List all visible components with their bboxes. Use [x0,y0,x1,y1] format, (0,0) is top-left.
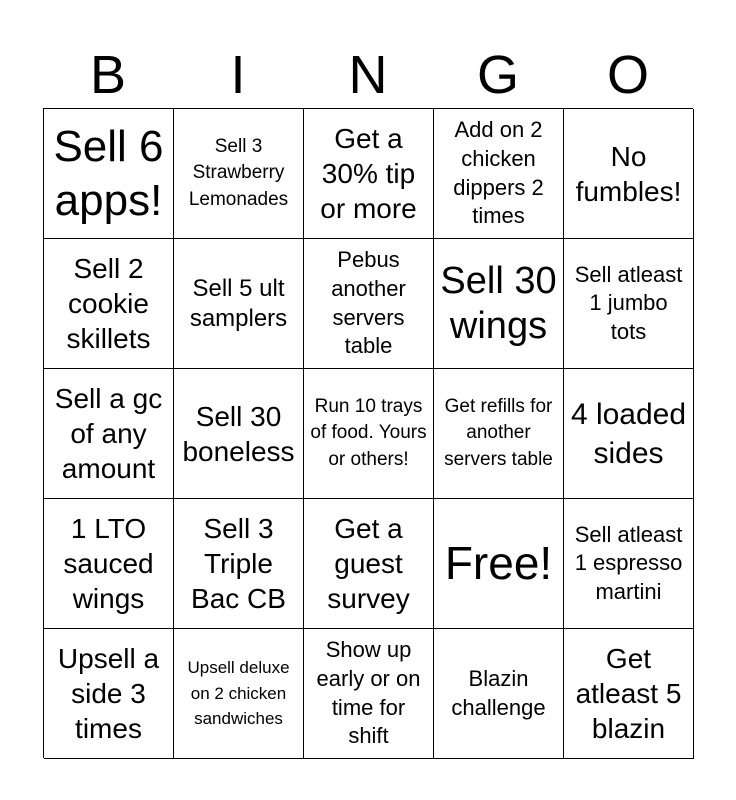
bingo-cell[interactable]: Sell a gc of any amount [44,369,174,499]
bingo-cell[interactable]: 1 LTO sauced wings [44,499,174,629]
bingo-cell[interactable]: Get atleast 5 blazin [564,629,694,759]
header-letter-b: B [89,45,127,105]
bingo-cell[interactable]: Sell 6 apps! [44,109,174,239]
bingo-cell[interactable]: Sell atleast 1 jumbo tots [564,239,694,369]
free-space-cell[interactable]: Free! [434,499,564,629]
bingo-cell[interactable]: Show up early or on time for shift [304,629,434,759]
bingo-cell[interactable]: Get a 30% tip or more [304,109,434,239]
bingo-cell[interactable]: Sell 30 boneless [174,369,304,499]
header-letter-o: O [606,45,649,105]
bingo-cell[interactable]: 4 loaded sides [564,369,694,499]
bingo-cell[interactable]: Blazin challenge [434,629,564,759]
header-letter-n: N [348,45,388,105]
bingo-cell[interactable]: No fumbles! [564,109,694,239]
bingo-cell[interactable]: Pebus another servers table [304,239,434,369]
bingo-header [43,44,693,106]
bingo-cell[interactable]: Get refills for another servers table [434,369,564,499]
bingo-cell[interactable]: Get a guest survey [304,499,434,629]
header-letter-i: I [230,45,246,105]
bingo-cell[interactable]: Add on 2 chicken dippers 2 times [434,109,564,239]
bingo-cell[interactable]: Upsell deluxe on 2 chicken sandwiches [174,629,304,759]
bingo-cell[interactable]: Upsell a side 3 times [44,629,174,759]
bingo-cell[interactable]: Run 10 trays of food. Yours or others! [304,369,434,499]
bingo-cell[interactable]: Sell 2 cookie skillets [44,239,174,369]
bingo-cell[interactable]: Sell 3 Strawberry Lemonades [174,109,304,239]
bingo-board [43,108,693,758]
bingo-cell[interactable]: Sell 30 wings [434,239,564,369]
header-letter-g: G [476,45,519,105]
bingo-cell[interactable]: Sell 3 Triple Bac CB [174,499,304,629]
bingo-cell[interactable]: Sell atleast 1 espresso martini [564,499,694,629]
bingo-cell[interactable]: Sell 5 ult samplers [174,239,304,369]
